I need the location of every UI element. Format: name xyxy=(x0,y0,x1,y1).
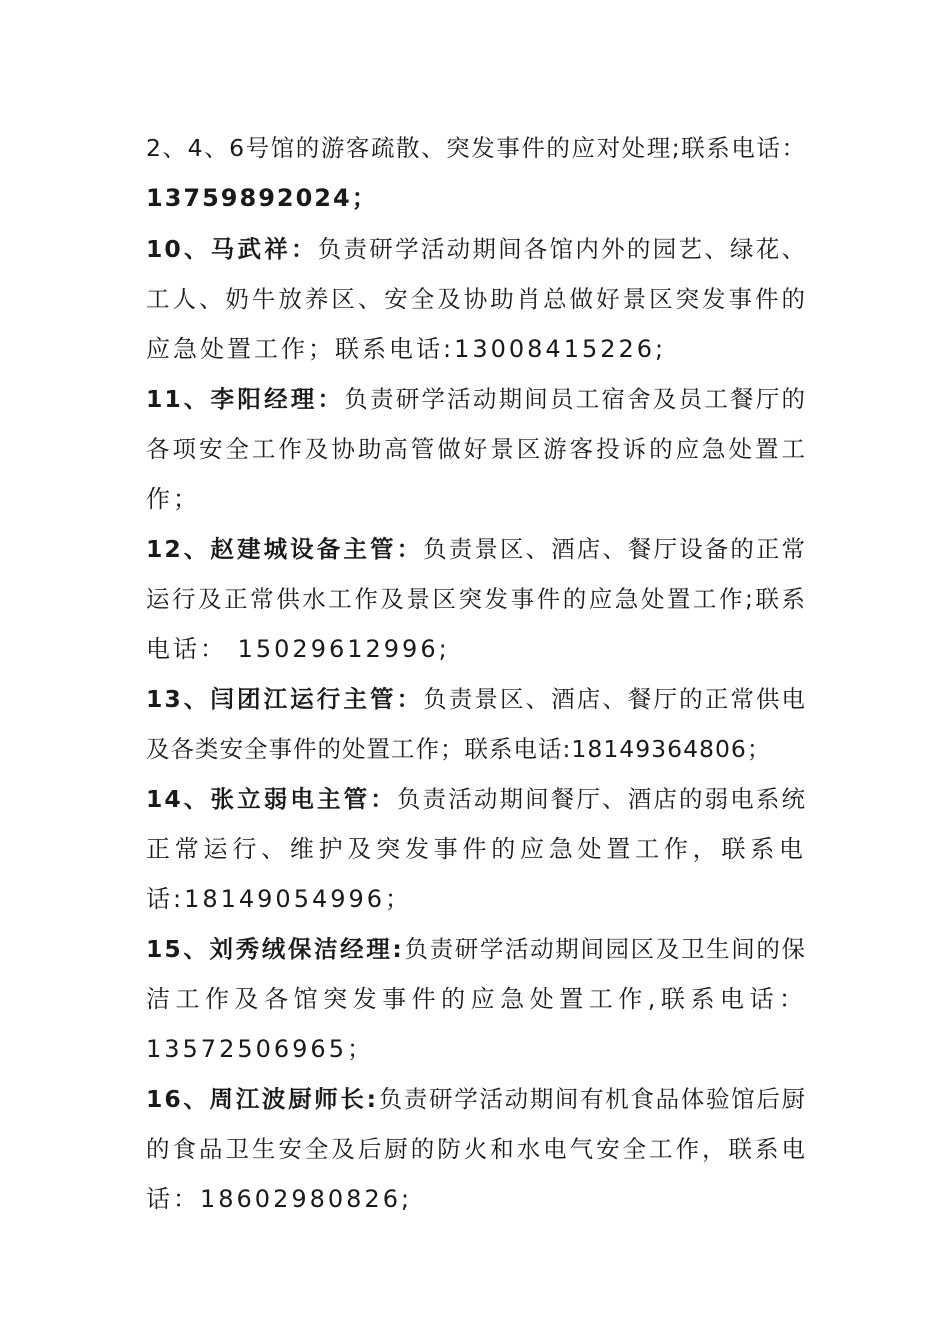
item-13-line-2: 及各类安全事件的处置工作；联系电话:18149364806； xyxy=(146,735,772,763)
item-15-label: 15、刘秀绒保洁经理: xyxy=(146,935,404,963)
item-16-line-3: 话：18602980826; xyxy=(146,1185,413,1213)
item-12-label: 12、赵建城设备主管： xyxy=(146,535,424,563)
item-14-text: 负责活动期间餐厅、酒店的弱电系统 xyxy=(396,785,807,813)
item-14-label: 14、张立弱电主管： xyxy=(146,785,397,813)
item-15-first-line xyxy=(146,929,806,969)
item-15-text: 负责研学活动期间园区及卫生间的保 xyxy=(403,935,806,963)
item-12-first-line xyxy=(146,529,806,569)
item-11-first-line xyxy=(146,379,806,419)
item-13-first-line xyxy=(146,679,806,719)
item-11-line-2: 各项安全工作及协助高管做好景区游客投诉的应急处置工 xyxy=(146,435,806,463)
item-10-first-line xyxy=(146,229,806,269)
item-11-text: 负责研学活动期间员工宿舍及员工餐厅的 xyxy=(344,385,807,413)
intro-phone: 13759892024； xyxy=(146,184,378,212)
item-11-line-3: 作； xyxy=(146,485,200,513)
item-15-line-3: 13572506965； xyxy=(146,1035,374,1063)
item-10-label: 10、马武祥： xyxy=(146,235,318,263)
item-11-label: 11、李阳经理： xyxy=(146,385,345,413)
item-14-line-2: 正常运行、维护及突发事件的应急处置工作，联系电 xyxy=(146,835,806,863)
item-10-line-2: 工人、奶牛放养区、安全及协助肖总做好景区突发事件的 xyxy=(146,285,806,313)
item-12-text: 负责景区、酒店、餐厅设备的正常 xyxy=(423,535,807,563)
item-16-text: 负责研学活动期间有机食品体验馆后厨 xyxy=(378,1085,807,1113)
item-13-label: 13、闫团江运行主管： xyxy=(146,685,424,713)
item-10-line-3: 应急处置工作；联系电话:13008415226; xyxy=(146,335,667,363)
item-16-line-2: 的食品卫生安全及后厨的防火和水电气安全工作，联系电 xyxy=(146,1135,806,1163)
item-14-line-3: 话:18149054996； xyxy=(146,885,413,913)
item-15-line-2: 洁工作及各馆突发事件的应急处置工作,联系电话： xyxy=(146,985,806,1013)
item-16-label: 16、周江波厨师长: xyxy=(146,1085,379,1113)
item-13-text: 负责景区、酒店、餐厅的正常供电 xyxy=(423,685,807,713)
item-12-line-2: 运行及正常供水工作及景区突发事件的应急处置工作;联系 xyxy=(146,585,806,613)
item-16-first-line xyxy=(146,1079,806,1119)
item-10-text: 负责研学活动期间各馆内外的园艺、绿花、 xyxy=(317,235,807,263)
item-12-line-3: 电话： 15029612996; xyxy=(146,635,450,663)
intro-line: 2、4、6号馆的游客疏散、突发事件的应对处理;联系电话： xyxy=(146,134,806,162)
item-14-first-line xyxy=(146,779,806,819)
